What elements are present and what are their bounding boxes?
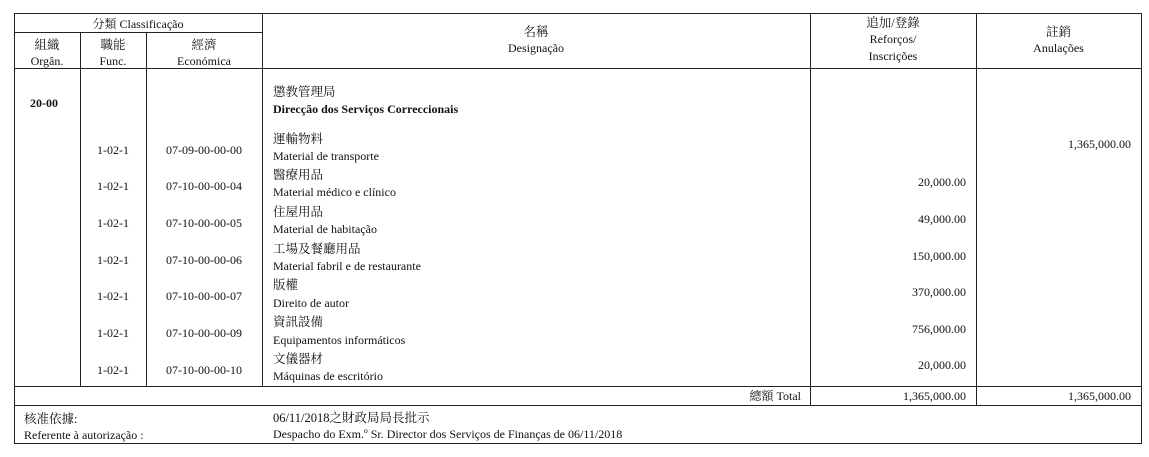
econ-header-zh: 經濟 [191,38,217,52]
item-name-pt: Material médico e clínico [273,185,396,199]
econ-code: 07-10-00-00-07 [166,289,242,303]
func-code: 1-02-1 [97,179,129,193]
anulacoes-header-pt: Anulações [1033,41,1084,55]
designation-header-pt: Designação [508,41,564,55]
item-name-pt: Máquinas de escritório [273,369,383,383]
item-name-zh: 文儀器材 [273,352,324,366]
total-reforcos: 1,365,000.00 [903,389,966,403]
econ-code: 07-10-00-00-09 [166,326,242,340]
total-anulacoes: 1,365,000.00 [1068,389,1131,403]
reforco-value: 150,000.00 [912,249,966,263]
func-code: 1-02-1 [97,216,129,230]
designation-header-zh: 名稱 [523,25,549,39]
section-title-pt: Direcção dos Serviços Correccionais [273,102,459,116]
item-name-zh: 工場及餐廳用品 [273,242,361,256]
econ-code: 07-10-00-00-06 [166,253,242,267]
reforcos-header-pt1: Reforços/ [869,32,917,46]
econ-code: 07-10-00-00-04 [166,179,242,193]
econ-code: 07-10-00-00-05 [166,216,242,230]
item-name-pt: Equipamentos informáticos [273,333,406,347]
reforcos-header-pt2: Inscrições [868,49,918,63]
item-name-zh: 運輸物料 [273,132,324,146]
reforco-value: 20,000.00 [918,175,966,189]
anulacoes-header-zh: 註銷 [1045,25,1071,39]
authorization-label-zh: 核准依據: [24,412,78,426]
reforco-value: 756,000.00 [912,322,966,336]
func-code: 1-02-1 [97,363,129,377]
organ-header-zh: 組織 [34,38,60,52]
reforco-value: 370,000.00 [912,285,966,299]
section-organ-code: 20-00 [30,96,58,110]
organ-header-pt: Orgân. [30,54,64,68]
func-code: 1-02-1 [97,326,129,340]
func-header-pt: Func. [99,54,127,68]
econ-code: 07-09-00-00-00 [166,143,242,157]
authorization-label-pt: Referente à autorização : [24,428,144,442]
reforco-value: 49,000.00 [918,212,966,226]
econ-code: 07-10-00-00-10 [166,363,242,377]
section-title-zh: 懲教管理局 [273,85,336,99]
item-name-pt: Material fabril e de restaurante [273,259,421,273]
item-name-pt: Material de transporte [273,149,379,163]
authorization-value-pt: Despacho do Exm.º Sr. Director dos Serviços de Finanças de 06/11/2018 [273,427,623,441]
func-header-zh: 職能 [100,38,126,52]
func-code: 1-02-1 [97,289,129,303]
item-name-zh: 住屋用品 [273,205,324,219]
item-name-pt: Material de habitação [273,222,377,236]
reforco-value: 20,000.00 [918,358,966,372]
classification-header: 分類 Classificação [92,17,184,31]
anulacao-value: 1,365,000.00 [1068,137,1131,151]
item-name-zh: 版權 [273,278,299,292]
item-name-zh: 醫療用品 [273,168,324,182]
item-name-zh: 資訊設備 [273,315,324,329]
total-label: 總額 Total [749,389,801,403]
authorization-value-zh: 06/11/2018之財政局局長批示 [273,411,430,425]
econ-header-pt: Económica [177,54,231,68]
func-code: 1-02-1 [97,143,129,157]
item-name-pt: Direito de autor [273,296,349,310]
reforcos-header-zh: 追加/登錄 [866,16,920,30]
func-code: 1-02-1 [97,253,129,267]
